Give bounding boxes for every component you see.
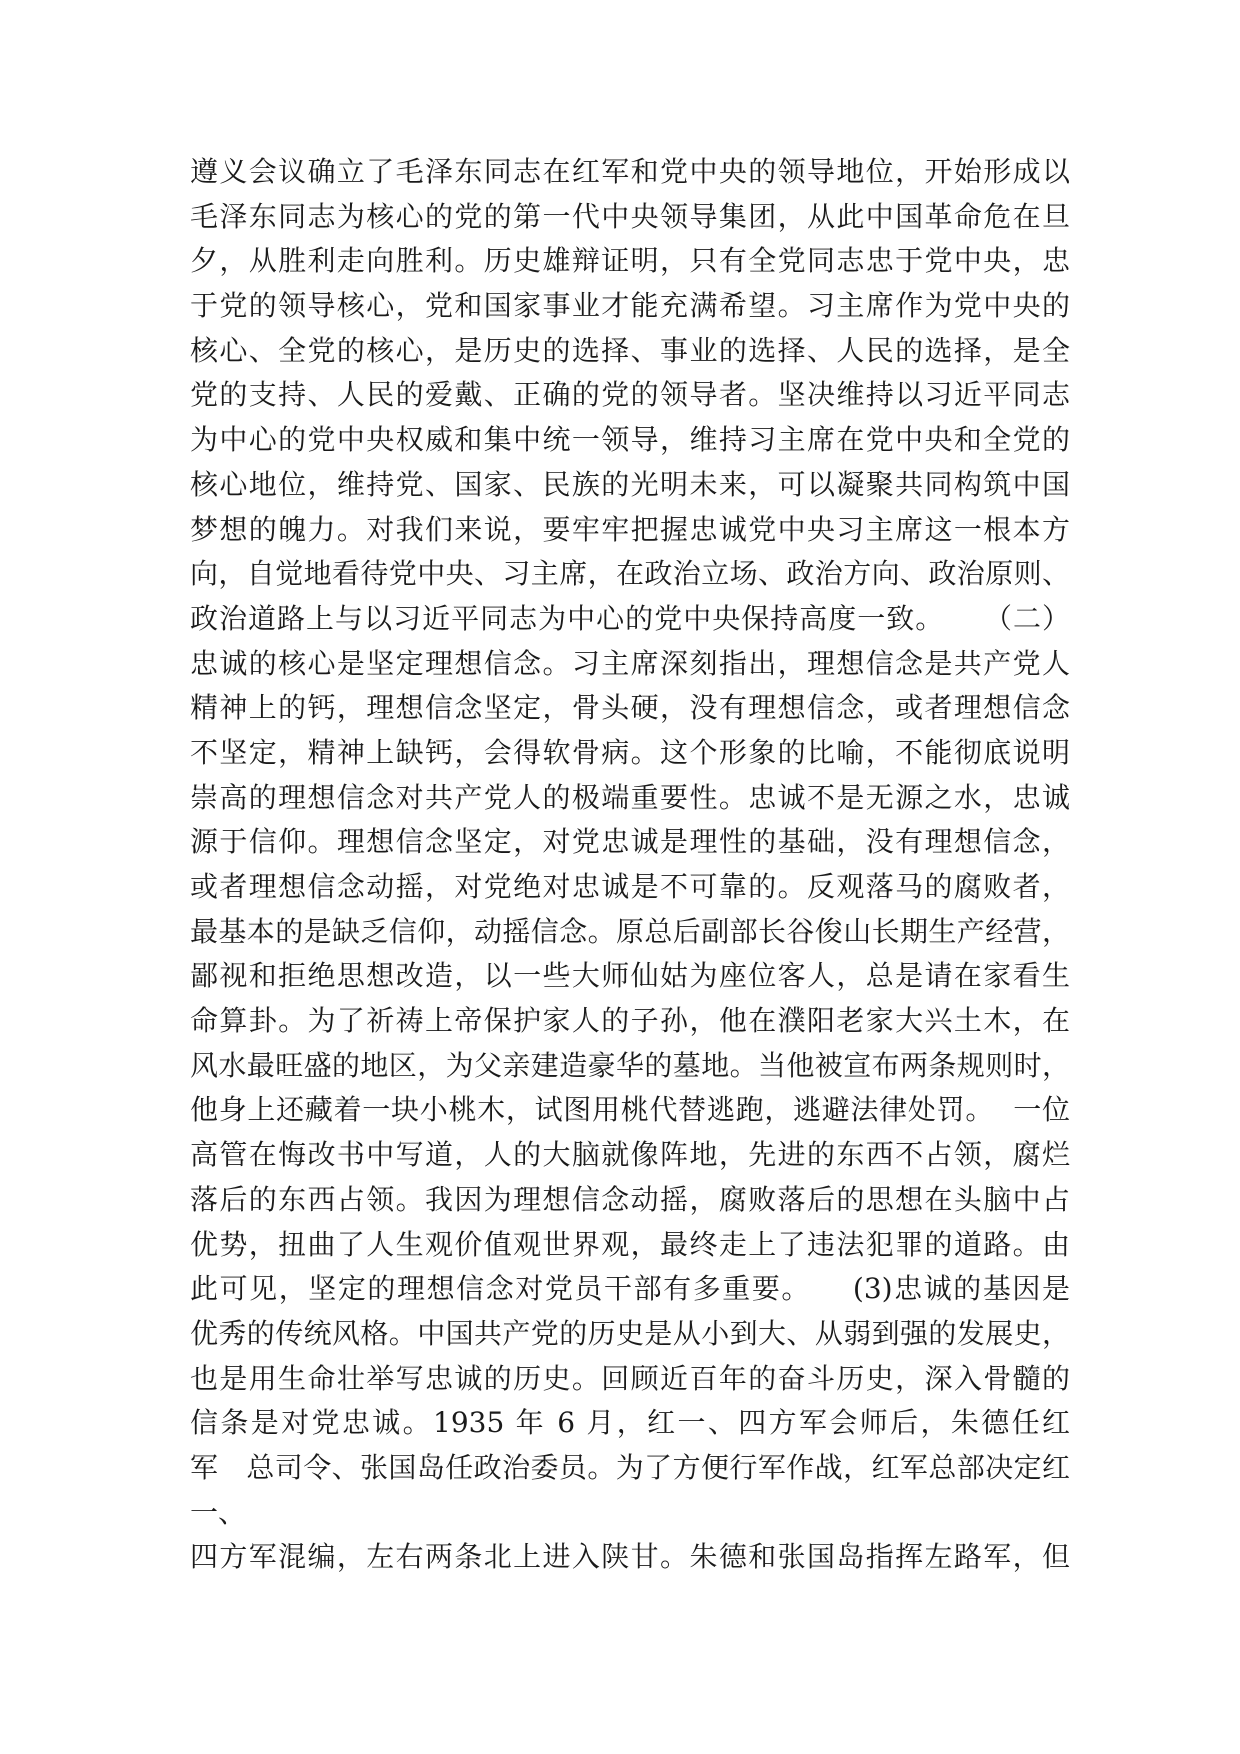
- text-line: 落后的东西占领。我因为理想信念动摇，腐败落后的思想在头脑中占: [190, 1182, 1070, 1216]
- text-line: 核心地位，维持党、国家、民族的光明未来，可以凝聚共同构筑中国: [190, 467, 1070, 501]
- text-line: 崇高的理想信念对共产党人的极端重要性。忠诚不是无源之水，忠诚: [190, 780, 1070, 814]
- text-line: 源于信仰。理想信念坚定，对党忠诚是理性的基础，没有理想信念，: [190, 825, 1070, 859]
- text-line: 一、: [190, 1495, 247, 1529]
- text-line: 他身上还藏着一块小桃木，试图用桃代替逃跑，逃避法律处罚。 一位: [190, 1093, 1070, 1127]
- text-line: 此可见，坚定的理想信念对党员干部有多重要。 (3)忠诚的基因是: [190, 1272, 1070, 1306]
- text-line: 遵义会议确立了毛泽东同志在红军和党中央的领导地位，开始形成以: [190, 155, 1070, 188]
- text-line: 高管在悔改书中写道，人的大脑就像阵地，先进的东西不占领，腐烂: [190, 1138, 1070, 1172]
- text-line: 不坚定，精神上缺钙，会得软骨病。这个形象的比喻，不能彻底说明: [190, 735, 1070, 769]
- text-line: 向，自觉地看待党中央、习主席，在政治立场、政治方向、政治原则、: [190, 557, 1070, 591]
- text-line: 优势，扭曲了人生观价值观世界观，最终走上了违法犯罪的道路。由: [190, 1227, 1070, 1261]
- text-line: 最基本的是缺乏信仰，动摇信念。原总后副部长谷俊山长期生产经营，: [190, 914, 1070, 948]
- text-line: 也是用生命壮举写忠诚的历史。回顾近百年的奋斗历史，深入骨髓的: [190, 1361, 1070, 1395]
- text-line: 梦想的魄力。对我们来说，要牢牢把握忠诚党中央习主席这一根本方: [190, 512, 1070, 546]
- body-text: [190, 150, 1070, 1580]
- text-line: 信条是对党忠诚。1935 年 6 月，红一、四方军会师后，朱德任红: [190, 1406, 1070, 1440]
- text-line: 精神上的钙，理想信念坚定，骨头硬，没有理想信念，或者理想信念: [190, 691, 1070, 725]
- text-line: 风水最旺盛的地区，为父亲建造豪华的墓地。当他被宣布两条规则时，: [190, 1048, 1070, 1082]
- text-line: 鄙视和拒绝思想改造，以一些大师仙姑为座位客人，总是请在家看生: [190, 959, 1070, 993]
- text-line: 忠诚的核心是坚定理想信念。习主席深刻指出，理想信念是共产党人: [190, 646, 1070, 680]
- text-line: 四方军混编，左右两条北上进入陕甘。朱德和张国岛指挥左路军，但: [190, 1540, 1070, 1574]
- text-line: 为中心的党中央权威和集中统一领导，维持习主席在党中央和全党的: [190, 423, 1070, 457]
- text-line: 党的支持、人民的爱戴、正确的党的领导者。坚决维持以习近平同志: [190, 378, 1070, 412]
- text-line: 优秀的传统风格。中国共产党的历史是从小到大、从弱到强的发展史，: [190, 1316, 1070, 1350]
- text-line: 毛泽东同志为核心的党的第一代中央领导集团，从此中国革命危在旦: [190, 199, 1070, 233]
- text-line: 夕，从胜利走向胜利。历史雄辩证明，只有全党同志忠于党中央，忠: [190, 244, 1070, 278]
- text-line: 命算卦。为了祈祷上帝保护家人的子孙，他在濮阳老家大兴土木，在: [190, 1004, 1070, 1038]
- text-line: 政治道路上与以习近平同志为中心的党中央保持高度一致。 （二）: [190, 601, 1070, 635]
- text-line: 核心、全党的核心，是历史的选择、事业的选择、人民的选择，是全: [190, 333, 1070, 367]
- text-line: 于党的领导核心，党和国家事业才能充满希望。习主席作为党中央的: [190, 289, 1070, 323]
- text-line: 或者理想信念动摇，对党绝对忠诚是不可靠的。反观落马的腐败者，: [190, 870, 1070, 903]
- text-line: 军 总司令、张国岛任政治委员。为了方便行军作战，红军总部决定红: [190, 1450, 1070, 1484]
